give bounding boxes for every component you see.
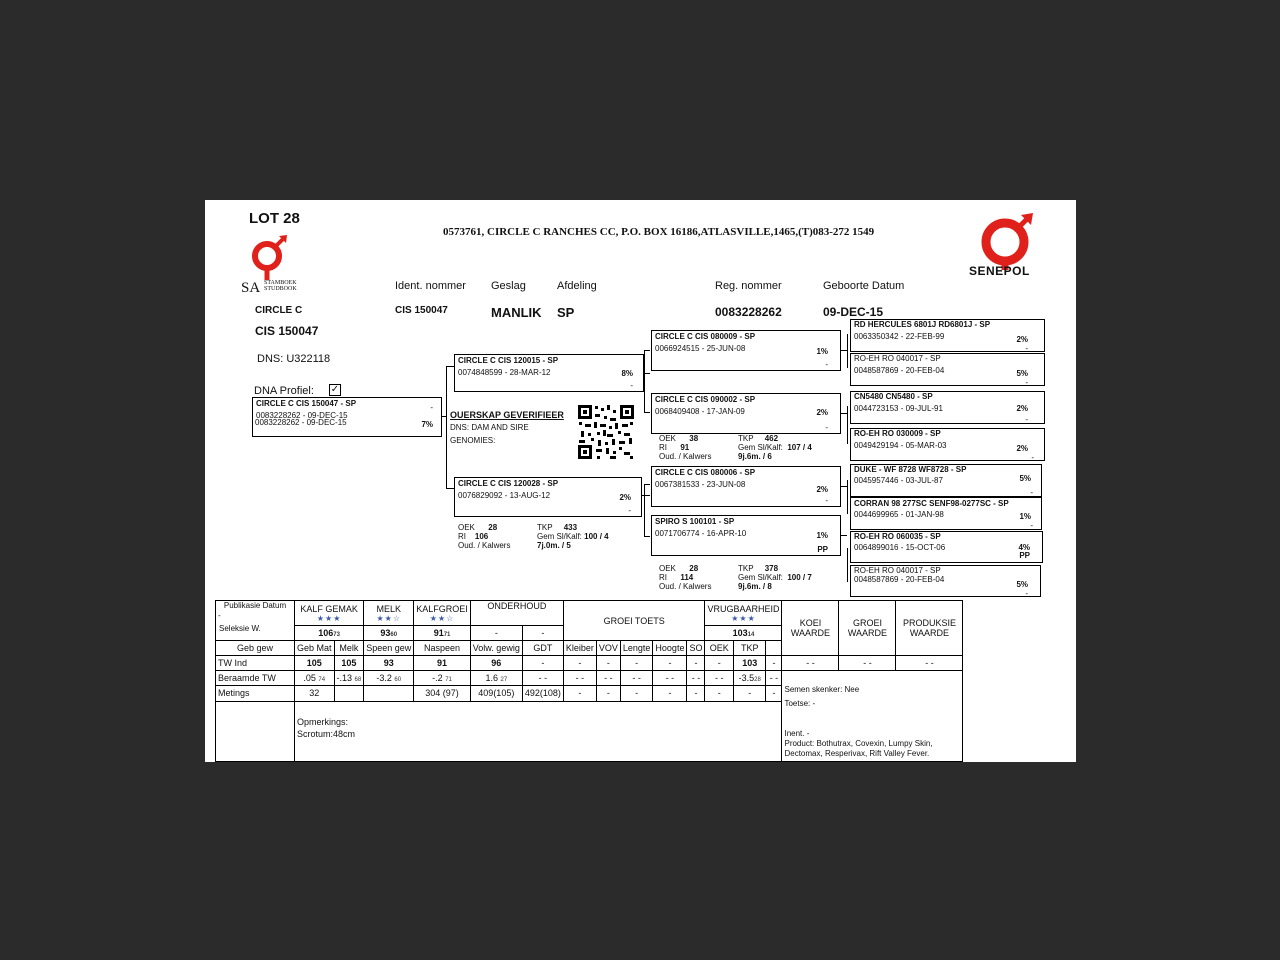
beraamde-label: Beraamde TW <box>216 671 295 686</box>
col-header: Geb gew <box>216 641 295 656</box>
beraamde-cell: -.2 71 <box>414 671 471 686</box>
gp4-oud-value: 9j.6m. / 8 <box>738 582 772 591</box>
tw-cell: 96 <box>470 656 522 671</box>
metings-cell: 304 (97) <box>414 686 471 701</box>
groei-toets-header: GROEI TOETS <box>563 601 705 641</box>
gp4-ri: RI 114 <box>659 573 694 582</box>
seleksie-label: Seleksie W. <box>219 624 261 633</box>
owner-line: 0573761, CIRCLE C RANCHES CC, P.O. BOX 16186,ATLASVILLE,1465,(T)083-272 1549 <box>443 226 875 238</box>
col-header: Lengte <box>620 641 653 656</box>
tw-cell: 105 <box>295 656 335 671</box>
dna-profile-label: DNA Profiel: <box>254 385 314 397</box>
great-grandparent-box: RO-EH RO 040017 - SP 0048587869 - 20-FEB-04 5% - <box>850 565 1041 597</box>
gp2-ri: RI 91 <box>659 443 690 452</box>
great-grandparent-box: DUKE - WF 8728 WF8728 - SP 0045957446 - 03-JUL-87 5% - <box>850 464 1042 497</box>
seleksie-groei: 9171 <box>414 626 471 641</box>
notes-cell: Semen skenker: Nee Toetse: - Inent. - Product: Bothutrax, Covexin, Lumpy Skin, Dectomax, Resperivax, Rift Valley Fever. <box>782 671 963 762</box>
col-header: GDT <box>522 641 563 656</box>
kalfgroei-header: KALFGROEI ★★☆ <box>414 601 471 626</box>
gp2-oud: Oud. / Kalwers <box>659 452 712 461</box>
tw-cell: - <box>653 656 687 671</box>
beraamde-cell: - - <box>705 671 734 686</box>
tw-cell: 105 <box>334 656 364 671</box>
studbook-text: STAMBOEK STUDBOOK <box>264 280 297 292</box>
great-grandparent-box: RO-EH RO 030009 - SP 0049429194 - 05-MAR-03 2% - <box>850 428 1045 461</box>
gp2-oek: OEK 38 <box>659 434 699 443</box>
melk-header: MELK ★★☆ <box>364 601 414 626</box>
senepol-brand: SENEPOL <box>969 264 1030 278</box>
beraamde-cell: - - <box>766 671 782 686</box>
seleksie-melk: 9360 <box>364 626 414 641</box>
grandparent-box: SPIRO S 100101 - SP 0071706774 - 16-APR-10 1% PP <box>651 515 841 556</box>
col-header: OEK <box>705 641 734 656</box>
dam-box: CIRCLE C CIS 120028 - SP 0076829092 - 13-AUG-12 2% - <box>454 477 642 517</box>
beraamde-cell: - - <box>653 671 687 686</box>
col-header: Speen gew <box>364 641 414 656</box>
geslag-value: MANLIK <box>491 305 542 320</box>
onderhoud-header: ONDERHOUD <box>470 601 563 626</box>
afdeling-label: Afdeling <box>557 280 597 292</box>
senepol-logo-icon <box>975 212 1039 270</box>
vrugbaarheid-header: VRUGBAARHEID ★★★ <box>705 601 782 626</box>
metings-label: Metings <box>216 686 295 701</box>
tw-waarde-cell: - - <box>896 656 963 671</box>
metings-cell: 492(108) <box>522 686 563 701</box>
tw-waarde-cell: - - <box>782 656 839 671</box>
opmerkings-cell: Opmerkings: Scrotum:48cm <box>295 701 782 761</box>
great-grandparent-box: RO-EH RO 040017 - SP 0048587869 - 20-FEB-04 5% - <box>850 353 1045 386</box>
metings-cell: - <box>734 686 766 701</box>
col-header: SO <box>687 641 705 656</box>
tw-cell: 93 <box>364 656 414 671</box>
animal-box: CIRCLE C CIS 150047 - SP 0083228262 - 09-DEC-15 7% - <box>252 397 442 437</box>
animal-prefix: CIRCLE C <box>255 305 303 316</box>
sire-box: CIRCLE C CIS 120015 - SP 0074848599 - 28-MAR-12 8% - <box>454 354 644 392</box>
metings-cell: - <box>705 686 734 701</box>
gp4-gem: Gem Sl/Kalf: 100 / 7 <box>738 573 812 582</box>
seleksie-vrug: 10314 <box>705 626 782 641</box>
col-header: TKP <box>734 641 766 656</box>
great-grandparent-box: RO-EH RO 060035 - SP 0064899016 - 15-OCT-06 4% PP <box>850 531 1043 563</box>
verification-title: OUERSKAP GEVERIFIEER <box>450 410 564 420</box>
metings-cell: - <box>620 686 653 701</box>
dam-ri: RI 106 <box>458 532 489 541</box>
beraamde-cell: - - <box>563 671 596 686</box>
geboorte-label: Geboorte Datum <box>823 280 905 292</box>
gp2-oud-value: 9j.6m. / 6 <box>738 452 772 461</box>
metings-cell: 409(105) <box>470 686 522 701</box>
animal-box-overlay: 0083228262 - 09-DEC-15 <box>255 418 347 427</box>
koei-waarde-header: KOEI WAARDE <box>782 601 839 656</box>
metings-cell: - <box>653 686 687 701</box>
lot-number: LOT 28 <box>249 210 300 227</box>
gp2-tkp: TKP 462 <box>738 434 779 443</box>
metings-cell: - <box>766 686 782 701</box>
beraamde-cell: .05 74 <box>295 671 335 686</box>
metings-cell: - <box>687 686 705 701</box>
tw-cell: - <box>687 656 705 671</box>
tw-cell: - <box>705 656 734 671</box>
col-header: VOV <box>596 641 620 656</box>
beraamde-cell: - - <box>522 671 563 686</box>
tw-cell: - <box>596 656 620 671</box>
dam-gem: Gem Sl/Kalf: 100 / 4 <box>537 532 609 541</box>
kalf-gemak-header: KALF GEMAK ★★★ <box>295 601 364 626</box>
dam-tkp: TKP 433 <box>537 523 578 532</box>
animal-dns: DNS: U322118 <box>257 353 331 365</box>
produksie-waarde-header: PRODUKSIE WAARDE <box>896 601 963 656</box>
grandparent-box: CIRCLE C CIS 080006 - SP 0067381533 - 23-JUN-08 2% - <box>651 466 841 507</box>
col-header: Volw. gewig <box>470 641 522 656</box>
seleksie-kalf: 10673 <box>295 626 364 641</box>
gp2-gem: Gem Sl/Kalf: 107 / 4 <box>738 443 812 452</box>
tw-waarde-cell: - - <box>839 656 896 671</box>
tw-label: TW Ind <box>216 656 295 671</box>
dna-profile-checkbox: ✓ <box>330 384 340 395</box>
qr-code-icon <box>577 404 635 460</box>
grandparent-box: CIRCLE C CIS 080009 - SP 0066924515 - 25-JUN-08 1% - <box>651 330 841 371</box>
beraamde-cell: -3.2 60 <box>364 671 414 686</box>
seleksie-onderhoud: - <box>470 626 522 641</box>
ident-value: CIS 150047 <box>395 305 448 316</box>
publication-date-cell: Publikasie Datum - <box>216 601 295 641</box>
tw-cell: - <box>620 656 653 671</box>
tw-cell: - <box>522 656 563 671</box>
verification-dns: DNS: DAM AND SIRE <box>450 423 529 432</box>
seleksie-onderhoud: - <box>522 626 563 641</box>
gp4-oek: OEK 28 <box>659 564 699 573</box>
geboorte-value: 09-DEC-15 <box>823 305 884 319</box>
great-grandparent-box: RD HERCULES 6801J RD6801J - SP 0063350342 - 22-FEB-99 2% - <box>850 319 1045 352</box>
afdeling-value: SP <box>557 305 575 320</box>
col-header: Naspeen <box>414 641 471 656</box>
dam-stats: OEK 28 <box>458 523 498 532</box>
reg-label: Reg. nommer <box>715 280 782 292</box>
animal-id: CIS 150047 <box>255 324 319 338</box>
performance-table <box>215 600 963 762</box>
verification-genomies: GENOMIES: <box>450 436 496 445</box>
great-grandparent-box: CORRAN 98 277SC SENF98-0277SC - SP 0044699965 - 01-JAN-98 1% - <box>850 497 1042 530</box>
studbook-logo-icon <box>249 234 289 282</box>
col-header: Geb Mat <box>295 641 335 656</box>
gp4-tkp: TKP 378 <box>738 564 779 573</box>
col-header: Hoogte <box>653 641 687 656</box>
metings-cell <box>364 686 414 701</box>
beraamde-cell: 1.6 27 <box>470 671 522 686</box>
reg-value: 0083228262 <box>715 305 782 319</box>
col-header: Kleiber <box>563 641 596 656</box>
ident-label: Ident. nommer <box>395 280 466 292</box>
pedigree-sheet <box>205 200 1076 762</box>
metings-cell: 32 <box>295 686 335 701</box>
studbook-sa: SA <box>241 280 261 296</box>
beraamde-cell: - - <box>596 671 620 686</box>
metings-cell: - <box>563 686 596 701</box>
tw-cell: 103 <box>734 656 766 671</box>
tw-cell: - <box>766 656 782 671</box>
col-header: Melk <box>334 641 364 656</box>
beraamde-cell: -3.528 <box>734 671 766 686</box>
metings-cell <box>334 686 364 701</box>
dam-oud: Oud. / Kalwers <box>458 541 511 550</box>
grandparent-box: CIRCLE C CIS 090002 - SP 0068409408 - 17-JAN-09 2% - <box>651 393 841 434</box>
dam-oud-value: 7j.0m. / 5 <box>537 541 571 550</box>
great-grandparent-box: CN5480 CN5480 - SP 0044723153 - 09-JUL-91 2% - <box>850 391 1045 424</box>
metings-cell: - <box>596 686 620 701</box>
tw-cell: 91 <box>414 656 471 671</box>
gp4-oud: Oud. / Kalwers <box>659 582 712 591</box>
beraamde-cell: - - <box>620 671 653 686</box>
geslag-label: Geslag <box>491 280 526 292</box>
beraamde-cell: - - <box>687 671 705 686</box>
groei-waarde-header: GROEI WAARDE <box>839 601 896 656</box>
tw-cell: - <box>563 656 596 671</box>
beraamde-cell: -.13 68 <box>334 671 364 686</box>
